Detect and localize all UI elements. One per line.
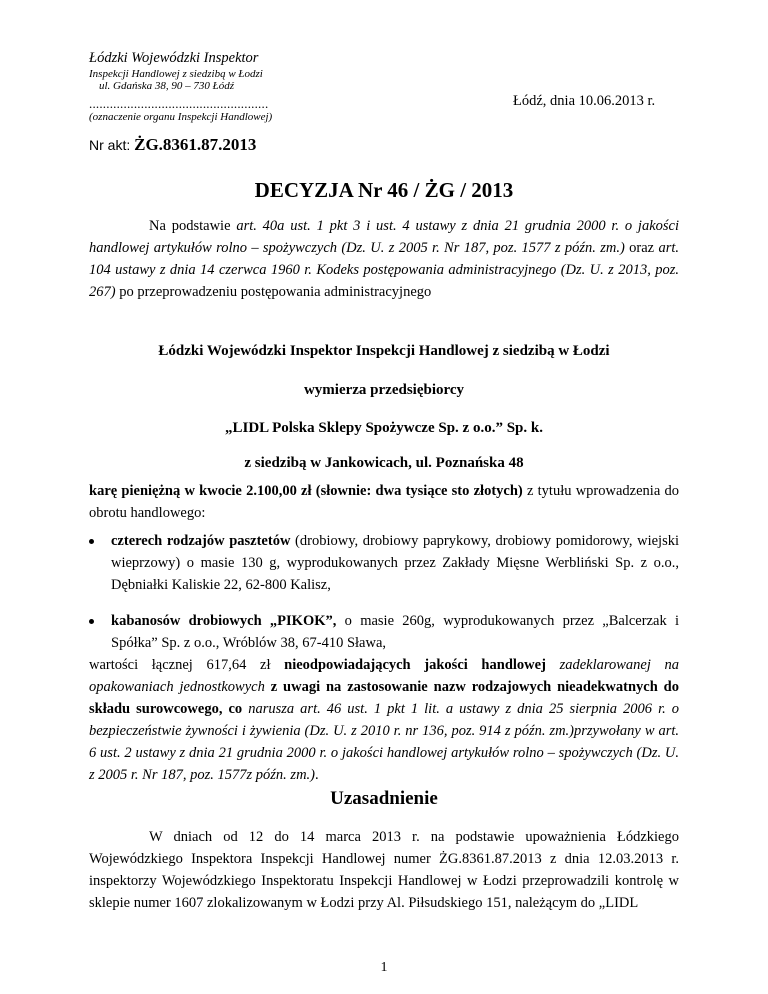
legal-basis-paragraph — [89, 215, 679, 303]
company-name: „LIDL Polska Sklepy Spożywcze Sp. z o.o.” Sp. k. — [225, 420, 543, 436]
imposes-text: wymierza przedsiębiorcy — [303, 382, 465, 398]
value-i2: narusza art. 46 ust. 1 pkt 1 lit. a ustawy z dnia 25 sierpnia 2006 r. o bezpieczeństwie żywności i żywienia (Dz. U. z 2010 r. nr 136, poz. 914 z późn. zm.)przywołany w art. 6 ust. 2 ustawy z dnia 21 grudnia 2000 r. o jakości handlowej artykułów rolno – spożywczych (Dz. U. z 2005 r. Nr 187, poz. 1577z późn. zm.) — [89, 701, 680, 783]
item-text: o masie 260g, wyprodukowanych przez „Balcerzak i Spółka” Sp. z o.o., Wróblów 38, 67-410 Sława, — [111, 613, 679, 651]
bullet-icon — [89, 539, 94, 544]
value-paragraph — [89, 654, 679, 786]
legal-basis-law2: art. 104 ustawy z dnia 14 czerwca 1960 r. Kodeks postępowania administracyjnego (Dz. U. z 2013, poz. 267) — [89, 240, 680, 300]
legal-basis-intro: Na podstawie — [149, 218, 231, 234]
item-bold: czterech rodzajów pasztetów — [111, 533, 291, 549]
place-date: Łódź, dnia 10.06.2013 r. — [513, 93, 656, 109]
case-number-label: Nr akt: — [89, 137, 131, 153]
issuer-title: Łódzki Wojewódzki Inspektor — [89, 50, 259, 66]
item-text: (drobiowy, drobiowy paprykowy, drobiowy pomidorowy, wiejski wieprzowy) o masie 130 g, wyprodukowanych przez Zakłady Mięsne Werbliński Sp. z o.o., Dębniałki Kaliskie 22, 62-800 Kalisz, — [111, 533, 679, 593]
list-item — [89, 530, 679, 596]
page-number: 1 — [380, 960, 388, 975]
value-b1: nieodpowiadających jakości handlowej — [284, 657, 546, 673]
products-list — [89, 530, 679, 654]
value-end: . — [315, 767, 319, 783]
decision-title: DECYZJA Nr 46 / ŻG / 2013 — [254, 178, 514, 202]
bullet-icon — [89, 619, 94, 624]
issuer-address: ul. Gdańska 38, 90 – 730 Łódź — [99, 80, 235, 92]
legal-basis-mid: oraz — [629, 240, 655, 256]
value-i1: zadeklarowanej na opakowaniach jednostkowych — [89, 657, 680, 695]
penalty-rest: z tytułu wprowadzenia do obrotu handlowego: — [89, 483, 679, 521]
authority-name: Łódzki Wojewódzki Inspektor Inspekcji Handlowej z siedzibą w Łodzi — [158, 343, 610, 359]
case-number — [89, 135, 256, 155]
value-b2: z uwagi na zastosowanie nazw rodzajowych nieadekwatnych do składu surowcowego, co — [89, 679, 679, 717]
signature-dots: .................................................... — [89, 96, 269, 111]
list-item — [89, 610, 679, 654]
penalty-paragraph — [89, 480, 679, 524]
legal-basis-law1: art. 40a ust. 1 pkt 3 i ust. 4 ustawy z dnia 21 grudnia 2000 r. o jakości handlowej artykułów rolno – spożywczych (Dz. U. z 2005 r. Nr 187, poz. 1577 z późn. zm.) — [89, 218, 680, 256]
organ-caption: (oznaczenie organu Inspekcji Handlowej) — [89, 111, 273, 123]
item-bold: kabanosów drobiowych „PIKOK”, — [111, 613, 337, 629]
justification-text: W dniach od 12 do 14 marca 2013 r. na podstawie upoważnienia Łódzkiego Wojewódzkiego Inspektora Inspekcji Handlowej numer ŻG.8361.87.2013 z dnia 12.03.2013 r. inspektorzy Wojewódzkiego Inspektoratu Inspekcji Handlowej w Łodzi przeprowadzili kontrolę w sklepie numer 1607 zlokalizowanym w Łodzi przy Al. Piłsudskiego 151, należącym do „LIDL — [89, 829, 679, 911]
issuer-subtitle: Inspekcji Handlowej z siedzibą w Łodzi — [89, 68, 263, 80]
value-t1: wartości łącznej 617,64 zł — [89, 657, 271, 673]
justification-title: Uzasadnienie — [330, 788, 438, 809]
legal-basis-end: po przeprowadzeniu postępowania administracyjnego — [119, 284, 432, 300]
penalty-amount: karę pieniężną w kwocie 2.100,00 zł (słownie: dwa tysiące sto złotych) — [89, 483, 523, 499]
case-number-value: ŻG.8361.87.2013 — [134, 135, 257, 154]
justification-paragraph — [89, 826, 679, 914]
company-seat: z siedzibą w Jankowicach, ul. Poznańska 48 — [244, 455, 524, 471]
